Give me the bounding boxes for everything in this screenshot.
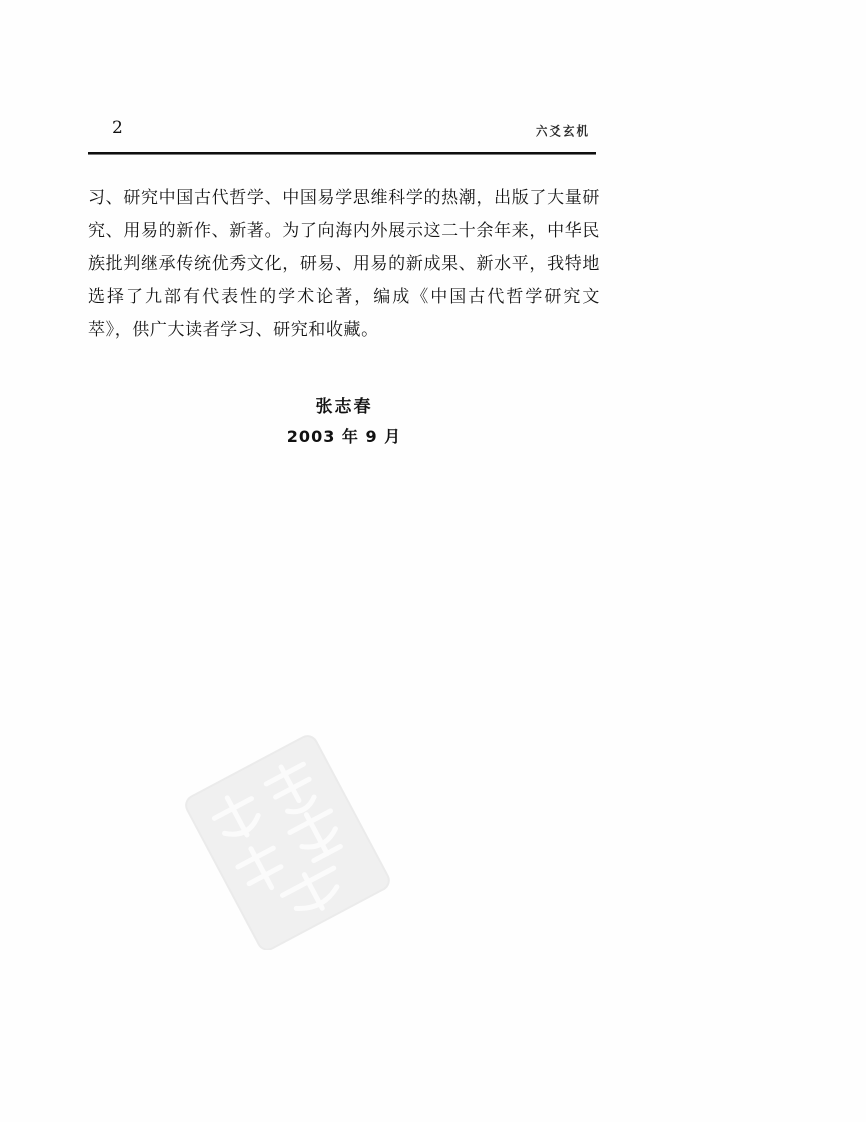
page-header (88, 118, 596, 156)
signature-block (88, 392, 600, 452)
body-paragraph: 习、研究中国古代哲学、中国易学思维科学的热潮，出版了大量研究、用易的新作、新著。为了向海内外展示这二十余年来，中华民族批判继承传统优秀文化，研易、用易的新成果、新水平，我特地选择了九部有代表性的学术论著，编成《中国古代哲学研究文萃》，供广大读者学习、研究和收藏。 (88, 188, 600, 340)
header-divider (88, 152, 596, 154)
signature-date: 2003 年 9 月 (286, 427, 402, 446)
author-name: 张志春 (315, 397, 373, 417)
seal-watermark-icon (172, 735, 402, 950)
page-number: 2 (112, 118, 123, 138)
body-text (88, 182, 600, 347)
running-head: 六爻玄机 (536, 123, 590, 139)
